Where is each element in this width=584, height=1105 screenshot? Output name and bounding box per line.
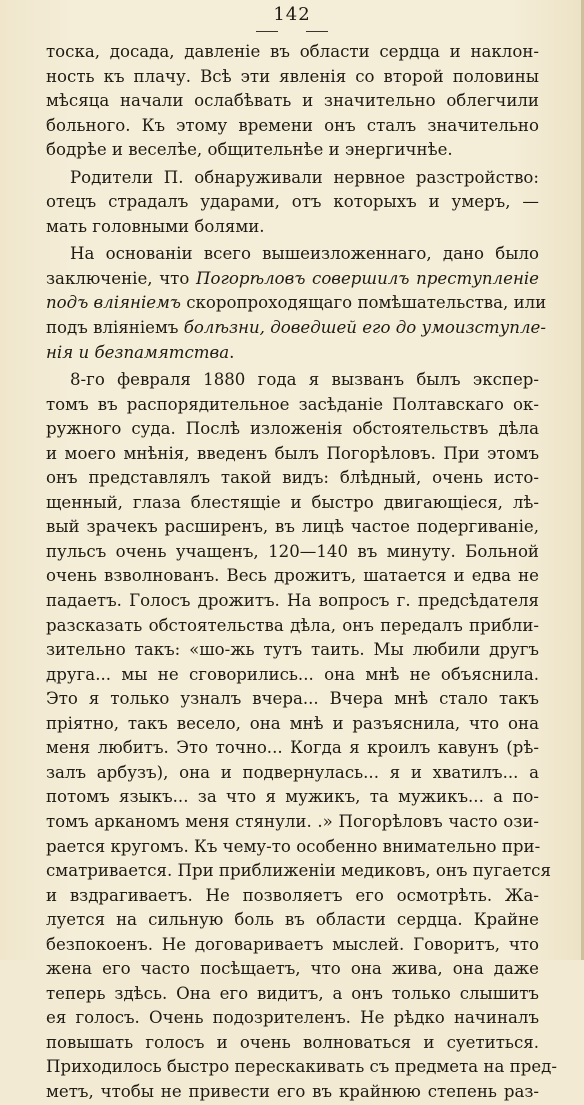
text-line: онъ представлялъ такой видъ: блѣдный, очень исто-	[46, 468, 539, 488]
italic-segment: подъ вліяніемъ	[46, 293, 181, 313]
text-line: томъ арканомъ меня стянули. .» Погорѣловъ часто ози-	[46, 811, 539, 831]
text-line: луется на сильную боль въ области сердца. Крайне	[46, 910, 539, 930]
text-line	[46, 316, 546, 341]
page-header	[0, 4, 584, 34]
text-line: безпокоенъ. Не договариваетъ мыслей. Говоритъ, что	[46, 934, 539, 954]
text-line: зительно такъ: «шо-жь тутъ таить. Мы любили другъ	[46, 640, 539, 660]
text-line: томъ въ распорядительное засѣданіе Полтавскаго ок-	[46, 394, 539, 414]
italic-segment: Погорѣловъ совершилъ преступленіе	[196, 268, 539, 288]
italic-segment: нія и безпамятства	[46, 342, 230, 362]
header-rule-right	[306, 31, 328, 32]
text-line	[46, 291, 547, 316]
text-line: сматривается. При приближеніи медиковъ, онъ пугается	[46, 861, 551, 881]
text-line: рается кругомъ. Къ чему-то особенно внимательно при-	[46, 836, 541, 856]
text-line: меня любитъ. Это точно... Когда я кроилъ кавунъ (рѣ-	[46, 738, 539, 758]
text-line: друга... мы не сговорились... она мнѣ не объяснила.	[46, 664, 539, 684]
text-line: и вздрагиваетъ. Не позволяетъ его осмотрѣть. Жа-	[46, 885, 539, 905]
text-line: повышать голосъ и очень волноваться и суетиться.	[46, 1032, 539, 1052]
text-line: 8-го февраля 1880 года я вызванъ былъ экспер-	[70, 370, 539, 390]
text-line: вый зрачекъ расширенъ, въ лицѣ частое подергиваніе,	[46, 517, 539, 537]
text-line: щенный, глаза блестящіе и быстро двигающіеся, лѣ-	[46, 492, 539, 512]
text-line: метъ, чтобы не привести его въ крайнюю степень раз-	[46, 1081, 539, 1101]
text-line: На основаніи всего вышеизложеннаго, дано было	[70, 244, 539, 264]
text-line: больного. Къ этому времени онъ сталъ значительно	[46, 115, 539, 135]
text-line: ружного суда. Послѣ изложенія обстоятельствъ дѣла	[46, 419, 539, 439]
text-line: Это я только узналъ вчера... Вчера мнѣ стало такъ	[46, 689, 539, 709]
text-line: ея голосъ. Очень подозрителенъ. Не рѣдко начиналъ	[46, 1008, 539, 1028]
italic-segment: болѣзни, доведшей его до умоизступле-	[183, 318, 546, 338]
text-line: жена его часто посѣщаетъ, что она жива, она даже	[46, 959, 539, 979]
text-segment: .	[229, 342, 235, 362]
text-line: ность къ плачу. Всѣ эти явленія со второй половины	[46, 66, 539, 86]
text-line: Приходилось быстро перескакивать съ предмета на пред-	[46, 1057, 557, 1077]
text-segment: заключеніе, что	[46, 268, 196, 288]
page-number: 142	[273, 4, 311, 25]
text-line: пульсъ очень учащенъ, 120—140 въ минуту. Больной	[46, 541, 539, 561]
text-line: отецъ страдалъ ударами, отъ которыхъ и умеръ, —	[46, 192, 539, 212]
text-line: очень взволнованъ. Весь дрожитъ, шатается и едва не	[46, 566, 539, 586]
text-segment: подъ вліяніемъ	[46, 318, 184, 338]
text-line: Родители П. обнаруживали нервное разстройство:	[70, 167, 539, 187]
text-line	[46, 341, 539, 366]
text-line: разсказать обстоятельства дѣла, онъ передалъ прибли-	[46, 615, 539, 635]
text-line: мѣсяца начали ослабѣвать и значительно облегчили	[46, 91, 539, 111]
text-line: потомъ языкъ... за что я мужикъ, та мужикъ... а по-	[46, 787, 539, 807]
page-text	[46, 40, 557, 1105]
text-line: бодрѣе и веселѣе, общительнѣе и энергичнѣе.	[46, 140, 453, 160]
text-segment: скоропроходящаго помѣшательства, или	[180, 293, 547, 313]
text-line: залъ арбузъ), она и подвернулась... я и хватилъ... а	[46, 762, 539, 782]
text-line: пріятно, такъ весело, она мнѣ и разъяснила, что она	[46, 713, 539, 733]
text-line: падаетъ. Голосъ дрожитъ. На вопросъ г. предсѣдателя	[46, 591, 539, 611]
text-line: теперь здѣсь. Она его видитъ, а онъ только слышитъ	[46, 983, 539, 1003]
text-line: тоска, досада, давленіе въ области сердца и наклон-	[46, 42, 539, 61]
header-rule-left	[256, 31, 278, 32]
text-line: и моего мнѣнія, введенъ былъ Погорѣловъ. При этомъ	[46, 443, 539, 463]
text-line	[46, 267, 539, 292]
text-line: мать головными болями.	[46, 216, 265, 236]
